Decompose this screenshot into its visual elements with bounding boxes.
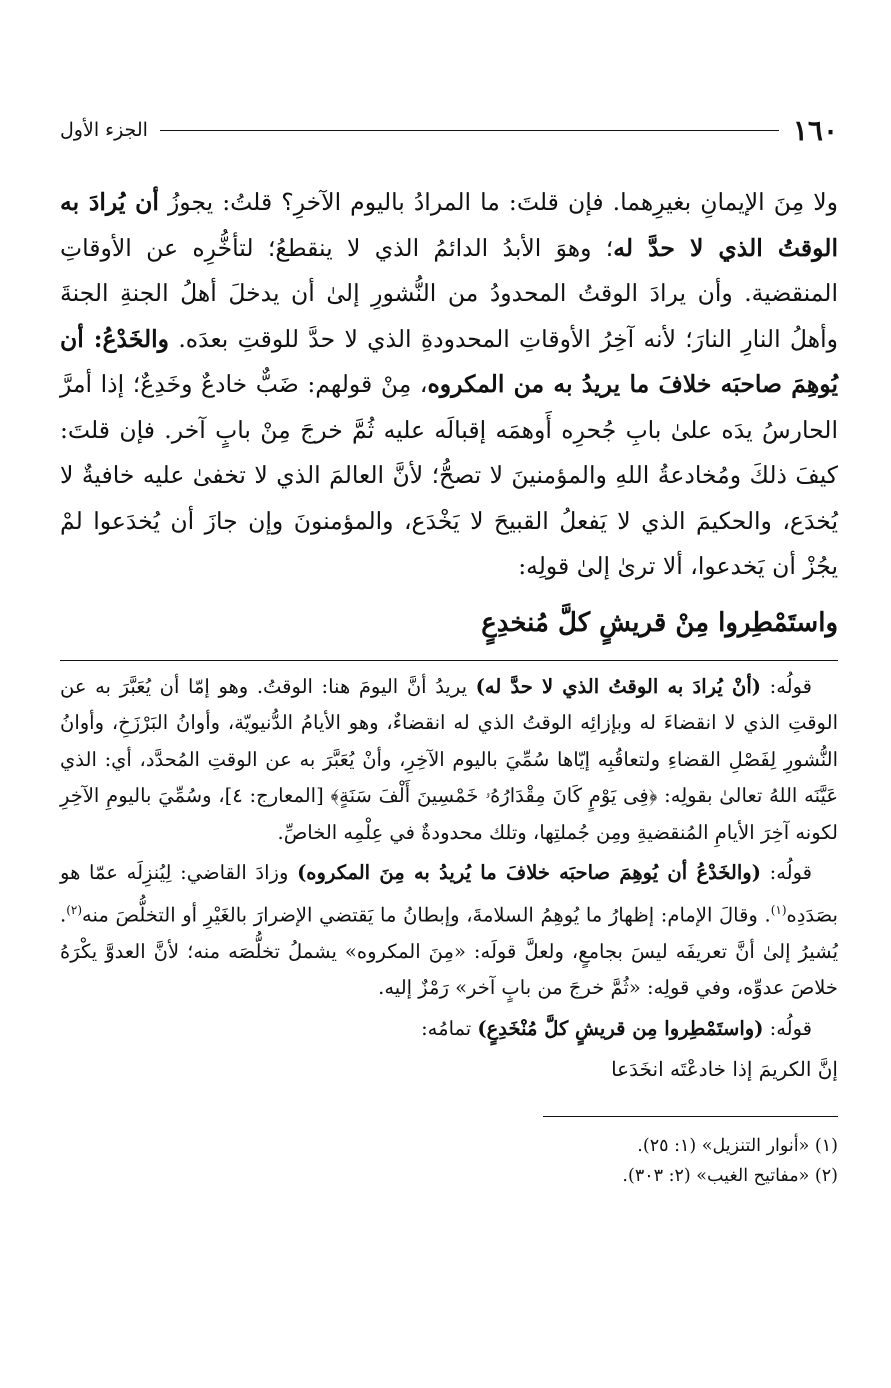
commentary-text: . وقالَ الإمام: إظهارُ ما يُوهِمُ السلامةَ، وإبطانُ ما يَقتضي الإضرارَ بالغَيْرِ أو التخلُّصَ منه [82, 903, 771, 926]
main-text-bold: أن يُرادَ به الوقتُ الذي لا حدَّ له [60, 188, 838, 262]
main-text-segment: ولا مِنَ الإيمانِ بغيرِهما. فإن قلتَ: ما المرادُ باليوم الآخرِ؟ قلتُ: يجوزُ [158, 188, 838, 216]
commentary-quote: (أنْ يُرادَ به الوقتُ الذي لا حدَّ له) [475, 674, 762, 698]
header-rule [160, 130, 779, 131]
footnotes [60, 1131, 838, 1191]
footnote: (١) «أنوار التنزيل» (١: ٢٥). [637, 1135, 838, 1156]
commentary-quote: (والخَدْعُ أن يُوهِمَ صاحبَه خلافَ ما يُريدُ به مِنَ المكروه) [297, 861, 761, 884]
commentary-text: . يُشيرُ إلىٰ أنَّ تعريفَه ليسَ بجامعٍ، ولعلَّ قولَه: «مِنَ المكروه» يشملُ تخلُّصَه منه؛ لأنَّ العدوَّ يكْرَهُ خلاصَ عدوِّه، وفي قولِه: «ثُمَّ خرجَ من بابٍ آخر» رَمْزٌ إليه. [60, 903, 838, 999]
page-header [60, 110, 838, 150]
commentary-quote: (واستَمْطِروا مِن قريشٍ كلَّ مُنْخَدِعٍ) [477, 1016, 764, 1040]
commentary [60, 669, 838, 1088]
commentary-text: تمامُه: [421, 1016, 478, 1040]
main-text-segment: ، مِنْ قولهم: ضَبٌّ خادعٌ وخَدِعٌ؛ إذا أمرَّ الحارسُ يدَه علىٰ بابِ جُحرِه أَوهمَه إقبالَه عليه ثُمَّ خرجَ مِنْ بابٍ آخر. فإن قلتَ: كيفَ ذلكَ ومُخادعةُ اللهِ والمؤمنينَ لا تصحُّ؛ لأنَّ العالمَ الذي لا تخفىٰ عليه خافيةٌ لا يُخدَع، والحكيمَ الذي لا يَفعلُ القبيحَ لا يَخْدَع، والمؤمنونَ وإن جازَ أن يُخدَعوا لمْ يجُزْ أن يَخدعوا، ألا ترىٰ إلىٰ قولِه: [60, 370, 838, 580]
commentary-paragraph [60, 855, 838, 1007]
running-head: الجزء الأول [60, 119, 148, 141]
footnote: (٢) «مفاتيح الغيب» (٢: ٣٠٣). [622, 1165, 838, 1186]
footnote-ref[interactable]: (١) [770, 902, 787, 917]
main-text-bold: والخَدْعُ: أن يُوهِمَ صاحبَه خلافَ ما يريدُ به من المكروه [60, 324, 838, 398]
main-paragraph [60, 180, 838, 590]
main-text-segment: ؛ وهوَ الأبدُ الدائمُ الذي لا ينقطعُ؛ لتأخُّرِه عن الأوقاتِ المنقضية. وأن يرادَ الوقتُ المحدودُ من النُّشورِ إلىٰ أن يدخلَ أهلُ الجنةِ الجنةَ وأهلُ النارِ النارَ؛ لأنه آخِرُ الأوقاتِ المحدودةِ الذي لا حدَّ للوقتِ بعدَه. [60, 233, 838, 353]
commentary-paragraph [60, 669, 838, 852]
poem-line: إنَّ الكريمَ إذا خادعْتَه انخَدَعا [611, 1057, 838, 1081]
commentary-lead: قولُه: [760, 861, 812, 884]
page-number: ١٦٠ [792, 113, 838, 147]
commentary-text: يريدُ أنَّ اليومَ هنا: الوقتُ. وهو إمّا أن يُعَبَّرَ به عن الوقتِ الذي لا انقضاءَ له وبإزائِه الوقتُ الذي له انقضاءٌ، وهو الأيامُ الدُّنيويّة، وأوانُ البَرْزَخِ، وأوانُ النُّشورِ لِفَصْلِ القضاءِ ولتعاقُبِه إيّاها سُمِّيَ باليوم الآخِرِ، وأنْ يُعَبَّرَ به عن الوقتِ المُحدَّد، أي: الذي عَيَّنَه اللهُ تعالىٰ بقولِه: ﴿فِى يَوْمٍ كَانَ مِقْدَارُهُۥ خَمْسِينَ أَلْفَ سَنَةٍ﴾ [المعارج: ٤]، وسُمِّيَ باليومِ الآخِرِ لكونه آخِرَ الأيامِ المُنقضيةِ ومِن جُملتِها، وتلك محدودةٌ في عِلْمِه الخاصِّ. [60, 674, 838, 844]
commentary-text: وزادَ القاضي: لِيُنزِلَه عمّا هو بصَدَدِه [60, 861, 838, 926]
footnote-rule [543, 1116, 838, 1117]
commentary-paragraph [60, 1011, 838, 1048]
poetry-verse: واستَمْطِروا مِنْ قريشٍ كلَّ مُنخدِعٍ [481, 607, 838, 638]
footnote-ref[interactable]: (٢) [66, 902, 83, 917]
commentary-lead: قولُه: [763, 1016, 812, 1040]
commentary-lead: قولُه: [761, 674, 812, 698]
commentary-divider [60, 660, 838, 661]
book-page [60, 110, 838, 1360]
main-text [60, 180, 838, 648]
